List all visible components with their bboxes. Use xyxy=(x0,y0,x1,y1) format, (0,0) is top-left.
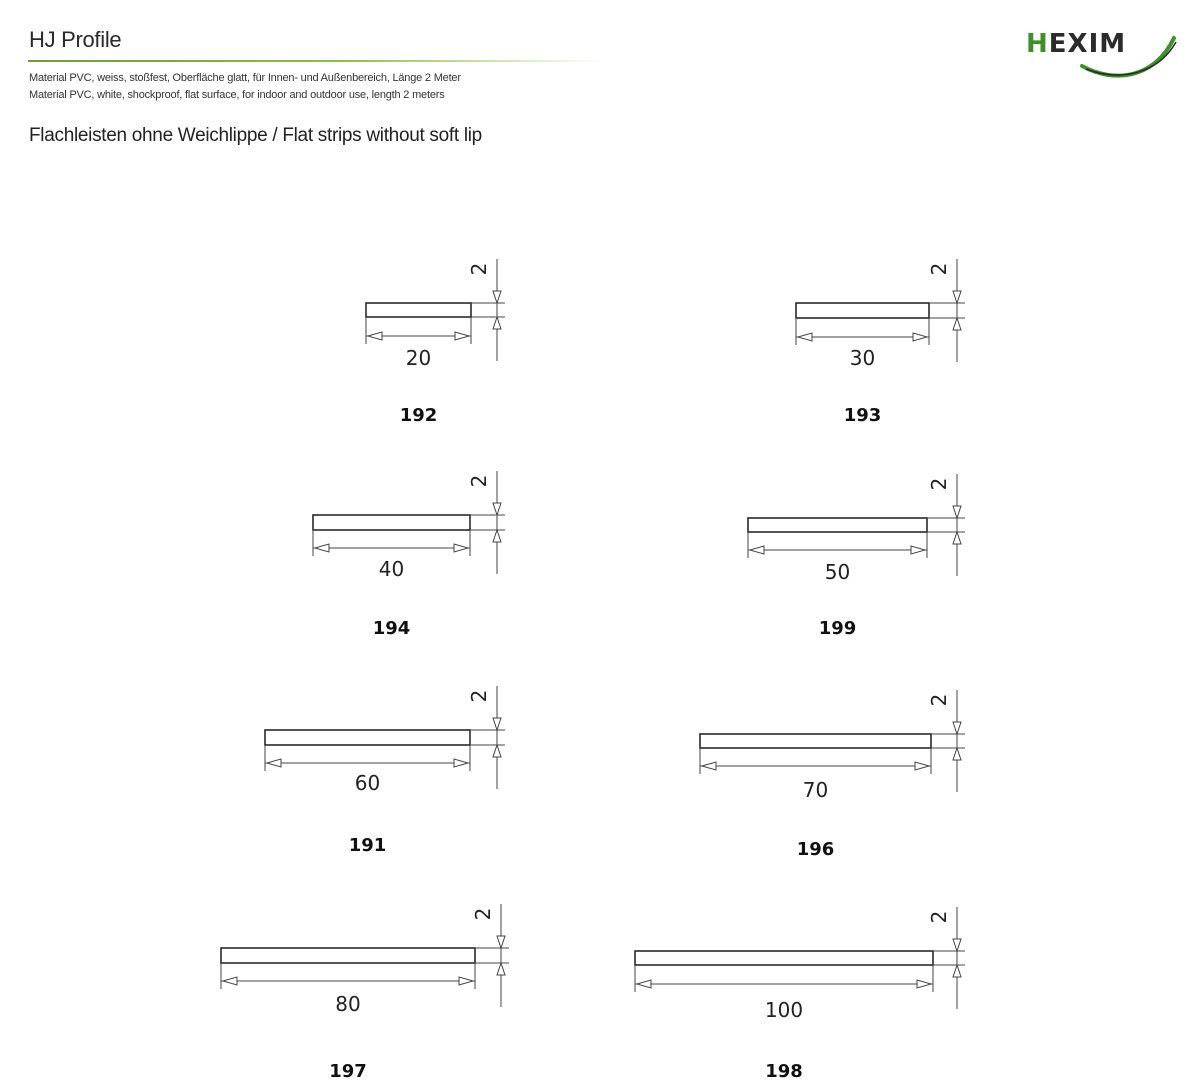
thickness-label: 2 xyxy=(471,907,495,921)
profile-194 xyxy=(313,471,505,639)
profile-193 xyxy=(796,259,965,426)
strip-cross-section xyxy=(265,730,470,745)
dimension-arrow-left xyxy=(637,980,651,988)
thickness-arrow-down xyxy=(493,503,501,515)
dimension-arrow-right xyxy=(917,980,931,988)
thickness-label: 2 xyxy=(467,474,491,488)
page-title: HJ Profile xyxy=(29,27,122,52)
thickness-arrow-up xyxy=(493,745,501,757)
part-number: 196 xyxy=(796,839,835,860)
thickness-arrow-up xyxy=(497,963,505,975)
dimension-arrow-left xyxy=(315,544,329,552)
part-number: 191 xyxy=(348,835,387,856)
strip-cross-section xyxy=(635,951,933,965)
dimension-arrow-right xyxy=(915,762,929,770)
thickness-arrow-up xyxy=(953,965,961,977)
strip-cross-section xyxy=(700,734,931,748)
strip-cross-section xyxy=(221,948,475,963)
strip-cross-section xyxy=(313,515,470,530)
thickness-label: 2 xyxy=(927,693,951,707)
part-number: 192 xyxy=(399,405,438,426)
dimension-arrow-right xyxy=(911,546,925,554)
dimension-arrow-left xyxy=(750,546,764,554)
width-label: 50 xyxy=(824,560,851,584)
material-description-en: Material PVC, white, shockproof, flat surface, for indoor and outdoor use, length 2 meters xyxy=(29,89,445,101)
thickness-arrow-up xyxy=(953,318,961,330)
dimension-arrow-left xyxy=(368,332,382,340)
width-label: 70 xyxy=(802,778,829,802)
dimension-arrow-left xyxy=(223,977,237,985)
thickness-label: 2 xyxy=(467,262,491,276)
thickness-arrow-down xyxy=(953,291,961,303)
logo-letter-h: H xyxy=(1026,29,1049,59)
thickness-arrow-up xyxy=(953,532,961,544)
thickness-arrow-up xyxy=(493,530,501,542)
part-number: 194 xyxy=(372,618,411,639)
width-label: 30 xyxy=(849,346,876,370)
section-subtitle: Flachleisten ohne Weichlippe / Flat strips without soft lip xyxy=(29,125,482,146)
profile-196 xyxy=(700,690,965,860)
part-number: 193 xyxy=(843,405,882,426)
thickness-arrow-down xyxy=(953,506,961,518)
thickness-arrow-down xyxy=(493,291,501,303)
logo-letters-rest: EXIM xyxy=(1048,29,1127,59)
strip-cross-section xyxy=(366,303,471,317)
thickness-arrow-up xyxy=(493,317,501,329)
dimension-arrow-left xyxy=(267,759,281,767)
thickness-label: 2 xyxy=(467,689,491,703)
thickness-arrow-down xyxy=(497,936,505,948)
strip-cross-section xyxy=(796,303,929,318)
dimension-arrow-right xyxy=(459,977,473,985)
width-label: 20 xyxy=(405,346,432,370)
part-number: 198 xyxy=(765,1061,803,1082)
dimension-arrow-right xyxy=(913,333,927,341)
thickness-label: 2 xyxy=(927,262,951,276)
part-number: 199 xyxy=(818,618,857,639)
width-label: 60 xyxy=(354,771,381,795)
profile-198 xyxy=(635,907,965,1082)
thickness-label: 2 xyxy=(927,477,951,491)
dimension-arrow-right xyxy=(455,332,469,340)
thickness-arrow-down xyxy=(493,718,501,730)
profile-197 xyxy=(221,904,509,1082)
width-label: 100 xyxy=(764,998,804,1022)
width-label: 40 xyxy=(378,557,405,581)
dimension-arrow-left xyxy=(798,333,812,341)
material-description-de: Material PVC, weiss, stoßfest, Oberfläche glatt, für Innen- und Außenbereich, Länge 2 Meter xyxy=(29,72,461,84)
strip-cross-section xyxy=(748,518,927,532)
profile-199 xyxy=(748,474,965,639)
thickness-arrow-up xyxy=(953,748,961,760)
profile-192 xyxy=(366,259,505,426)
part-number: 197 xyxy=(329,1061,367,1082)
profile-191 xyxy=(265,686,505,856)
dimension-arrow-right xyxy=(454,759,468,767)
thickness-label: 2 xyxy=(927,910,951,924)
width-label: 80 xyxy=(335,992,361,1016)
thickness-arrow-down xyxy=(953,939,961,951)
dimension-arrow-left xyxy=(702,762,716,770)
dimension-arrow-right xyxy=(454,544,468,552)
thickness-arrow-down xyxy=(953,722,961,734)
